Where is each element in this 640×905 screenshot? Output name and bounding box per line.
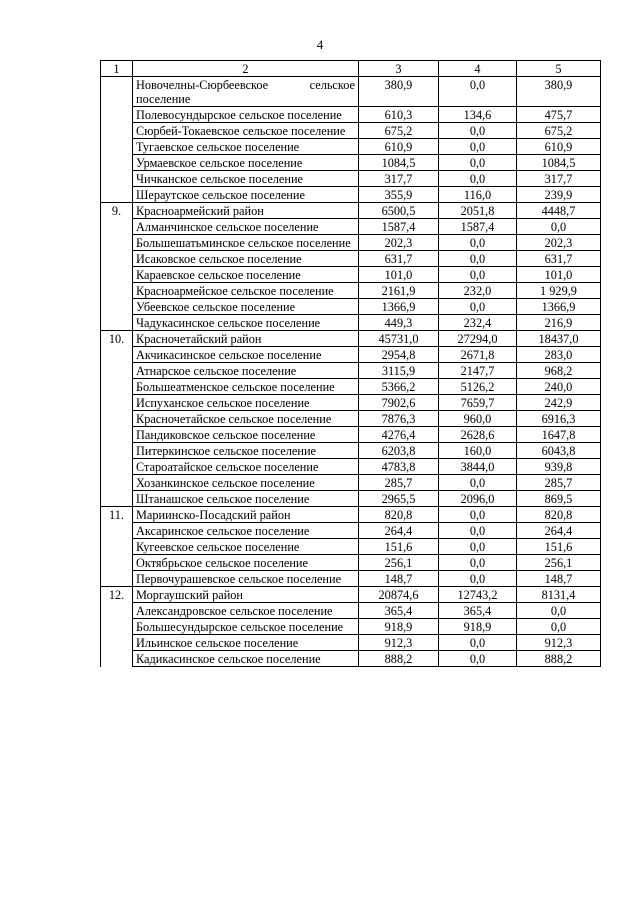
value-col-3: 631,7 xyxy=(359,251,439,267)
table-row xyxy=(101,587,601,603)
row-number xyxy=(101,283,133,299)
value-col-4: 0,0 xyxy=(439,507,517,523)
table-row xyxy=(101,539,601,555)
table-body xyxy=(101,77,601,667)
table-row xyxy=(101,651,601,667)
table-row xyxy=(101,555,601,571)
table-row xyxy=(101,635,601,651)
value-col-3: 380,9 xyxy=(359,77,439,107)
table-row xyxy=(101,77,601,107)
value-col-3: 355,9 xyxy=(359,187,439,203)
settlement-name: Аксаринское сельское поселение xyxy=(133,523,359,539)
settlement-name: Красночетайский район xyxy=(133,331,359,347)
value-col-5: 101,0 xyxy=(517,267,601,283)
settlement-name: Караевское сельское поселение xyxy=(133,267,359,283)
settlement-name: Шераутское сельское поселение xyxy=(133,187,359,203)
value-col-5: 380,9 xyxy=(517,77,601,107)
value-col-5: 283,0 xyxy=(517,347,601,363)
value-col-3: 2965,5 xyxy=(359,491,439,507)
value-col-4: 2628,6 xyxy=(439,427,517,443)
settlement-name: Александровское сельское поселение xyxy=(133,603,359,619)
value-col-4: 0,0 xyxy=(439,251,517,267)
table-row xyxy=(101,187,601,203)
value-col-3: 264,4 xyxy=(359,523,439,539)
value-col-5: 675,2 xyxy=(517,123,601,139)
value-col-4: 0,0 xyxy=(439,155,517,171)
value-col-5: 148,7 xyxy=(517,571,601,587)
settlement-name: Урмаевское сельское поселение xyxy=(133,155,359,171)
row-number xyxy=(101,187,133,203)
value-col-3: 101,0 xyxy=(359,267,439,283)
settlement-name: Красноармейский район xyxy=(133,203,359,219)
settlement-name: Питеркинское сельское поселение xyxy=(133,443,359,459)
value-col-5: 820,8 xyxy=(517,507,601,523)
settlement-name: Испуханское сельское поселение xyxy=(133,395,359,411)
value-col-3: 449,3 xyxy=(359,315,439,331)
value-col-5: 18437,0 xyxy=(517,331,601,347)
value-col-4: 12743,2 xyxy=(439,587,517,603)
value-col-3: 918,9 xyxy=(359,619,439,635)
value-col-3: 256,1 xyxy=(359,555,439,571)
value-col-5: 256,1 xyxy=(517,555,601,571)
value-col-3: 675,2 xyxy=(359,123,439,139)
value-col-4: 0,0 xyxy=(439,77,517,107)
value-col-4: 5126,2 xyxy=(439,379,517,395)
row-number: 11. xyxy=(101,507,133,523)
table-row xyxy=(101,203,601,219)
value-col-5: 6916,3 xyxy=(517,411,601,427)
value-col-5: 0,0 xyxy=(517,603,601,619)
row-number xyxy=(101,523,133,539)
table-row xyxy=(101,507,601,523)
table-row xyxy=(101,475,601,491)
row-number xyxy=(101,267,133,283)
value-col-3: 3115,9 xyxy=(359,363,439,379)
settlement-name: Чичканское сельское поселение xyxy=(133,171,359,187)
row-number xyxy=(101,427,133,443)
value-col-5: 939,8 xyxy=(517,459,601,475)
table-row xyxy=(101,363,601,379)
value-col-4: 0,0 xyxy=(439,171,517,187)
row-number xyxy=(101,459,133,475)
table-row xyxy=(101,395,601,411)
value-col-5: 264,4 xyxy=(517,523,601,539)
settlement-name: Октябрьское сельское поселение xyxy=(133,555,359,571)
value-col-4: 2051,8 xyxy=(439,203,517,219)
value-col-5: 1366,9 xyxy=(517,299,601,315)
table-row xyxy=(101,347,601,363)
table-row xyxy=(101,459,601,475)
table-row xyxy=(101,235,601,251)
table-row xyxy=(101,251,601,267)
value-col-4: 2671,8 xyxy=(439,347,517,363)
value-col-5: 4448,7 xyxy=(517,203,601,219)
value-col-4: 0,0 xyxy=(439,475,517,491)
row-number xyxy=(101,139,133,155)
settlement-name: Красноармейское сельское поселение xyxy=(133,283,359,299)
settlement-name: Чадукасинское сельское поселение xyxy=(133,315,359,331)
row-number xyxy=(101,635,133,651)
row-number: 10. xyxy=(101,331,133,347)
value-col-4: 160,0 xyxy=(439,443,517,459)
value-col-3: 888,2 xyxy=(359,651,439,667)
value-col-3: 610,9 xyxy=(359,139,439,155)
row-number: 9. xyxy=(101,203,133,219)
row-number xyxy=(101,299,133,315)
value-col-4: 232,0 xyxy=(439,283,517,299)
row-number xyxy=(101,363,133,379)
value-col-4: 7659,7 xyxy=(439,395,517,411)
row-number: 12. xyxy=(101,587,133,603)
value-col-3: 1587,4 xyxy=(359,219,439,235)
value-col-3: 148,7 xyxy=(359,571,439,587)
value-col-4: 27294,0 xyxy=(439,331,517,347)
page-number: 4 xyxy=(316,37,324,52)
value-col-4: 232,4 xyxy=(439,315,517,331)
row-number xyxy=(101,155,133,171)
settlement-name: Большешатьминское сельское поселение xyxy=(133,235,359,251)
value-col-3: 5366,2 xyxy=(359,379,439,395)
value-col-5: 475,7 xyxy=(517,107,601,123)
value-col-5: 968,2 xyxy=(517,363,601,379)
value-col-5: 285,7 xyxy=(517,475,601,491)
value-col-5: 6043,8 xyxy=(517,443,601,459)
row-number xyxy=(101,619,133,635)
row-number xyxy=(101,539,133,555)
value-col-4: 0,0 xyxy=(439,571,517,587)
value-col-5: 240,0 xyxy=(517,379,601,395)
value-col-4: 2096,0 xyxy=(439,491,517,507)
header-col-4: 4 xyxy=(439,61,517,77)
value-col-4: 0,0 xyxy=(439,235,517,251)
settlement-name: Пандиковское сельское поселение xyxy=(133,427,359,443)
value-col-5: 8131,4 xyxy=(517,587,601,603)
settlement-name: Сюрбей-Токаевское сельское поселение xyxy=(133,123,359,139)
settlement-name: Ильинское сельское поселение xyxy=(133,635,359,651)
header-col-1: 1 xyxy=(101,61,133,77)
settlement-name: Большеатменское сельское поселение xyxy=(133,379,359,395)
settlement-name: Красночетайское сельское поселение xyxy=(133,411,359,427)
value-col-4: 0,0 xyxy=(439,523,517,539)
value-col-5: 888,2 xyxy=(517,651,601,667)
settlement-name: Первочурашевское сельское поселение xyxy=(133,571,359,587)
header-col-5: 5 xyxy=(517,61,601,77)
value-col-5: 1 929,9 xyxy=(517,283,601,299)
value-col-3: 6500,5 xyxy=(359,203,439,219)
value-col-3: 317,7 xyxy=(359,171,439,187)
row-number xyxy=(101,171,133,187)
value-col-5: 202,3 xyxy=(517,235,601,251)
row-number xyxy=(101,219,133,235)
settlement-name: Алманчинское сельское поселение xyxy=(133,219,359,235)
row-number xyxy=(101,379,133,395)
value-col-4: 0,0 xyxy=(439,539,517,555)
row-number xyxy=(101,491,133,507)
value-col-4: 1587,4 xyxy=(439,219,517,235)
value-col-3: 1084,5 xyxy=(359,155,439,171)
settlement-name: Убеевское сельское поселение xyxy=(133,299,359,315)
value-col-3: 912,3 xyxy=(359,635,439,651)
table-row xyxy=(101,107,601,123)
value-col-4: 0,0 xyxy=(439,123,517,139)
value-col-3: 7876,3 xyxy=(359,411,439,427)
settlement-name: Новочелны-Сюрбеевское сельское поселение xyxy=(133,77,359,107)
table-row xyxy=(101,571,601,587)
value-col-5: 0,0 xyxy=(517,619,601,635)
value-col-4: 0,0 xyxy=(439,267,517,283)
value-col-5: 631,7 xyxy=(517,251,601,267)
header-col-2: 2 xyxy=(133,61,359,77)
table-row xyxy=(101,427,601,443)
value-col-3: 6203,8 xyxy=(359,443,439,459)
settlement-name: Полевосундырское сельское поселение xyxy=(133,107,359,123)
settlement-name: Кадикасинское сельское поселение xyxy=(133,651,359,667)
table-row xyxy=(101,267,601,283)
settlement-name: Тугаевское сельское поселение xyxy=(133,139,359,155)
value-col-3: 2954,8 xyxy=(359,347,439,363)
value-col-3: 45731,0 xyxy=(359,331,439,347)
value-col-4: 0,0 xyxy=(439,555,517,571)
table-row xyxy=(101,315,601,331)
table-row xyxy=(101,171,601,187)
row-number xyxy=(101,395,133,411)
budget-table xyxy=(100,60,601,667)
table-row xyxy=(101,331,601,347)
value-col-5: 0,0 xyxy=(517,219,601,235)
table-row xyxy=(101,123,601,139)
value-col-5: 610,9 xyxy=(517,139,601,155)
table-row xyxy=(101,523,601,539)
value-col-3: 4276,4 xyxy=(359,427,439,443)
settlement-name: Большесундырское сельское поселение xyxy=(133,619,359,635)
value-col-3: 820,8 xyxy=(359,507,439,523)
value-col-5: 317,7 xyxy=(517,171,601,187)
row-number xyxy=(101,571,133,587)
row-number xyxy=(101,555,133,571)
value-col-4: 0,0 xyxy=(439,651,517,667)
table-row xyxy=(101,219,601,235)
value-col-3: 365,4 xyxy=(359,603,439,619)
value-col-4: 0,0 xyxy=(439,299,517,315)
value-col-5: 912,3 xyxy=(517,635,601,651)
value-col-3: 7902,6 xyxy=(359,395,439,411)
row-number xyxy=(101,107,133,123)
settlement-name: Моргаушский район xyxy=(133,587,359,603)
table-row xyxy=(101,411,601,427)
table-row xyxy=(101,619,601,635)
table-header-row xyxy=(101,61,601,77)
table-row xyxy=(101,283,601,299)
header-col-3: 3 xyxy=(359,61,439,77)
value-col-3: 4783,8 xyxy=(359,459,439,475)
value-col-4: 918,9 xyxy=(439,619,517,635)
value-col-3: 20874,6 xyxy=(359,587,439,603)
row-number xyxy=(101,411,133,427)
value-col-4: 3844,0 xyxy=(439,459,517,475)
row-number xyxy=(101,603,133,619)
row-number xyxy=(101,475,133,491)
table-row xyxy=(101,139,601,155)
value-col-4: 134,6 xyxy=(439,107,517,123)
value-col-5: 242,9 xyxy=(517,395,601,411)
settlement-name: Атнарское сельское поселение xyxy=(133,363,359,379)
value-col-4: 365,4 xyxy=(439,603,517,619)
row-number xyxy=(101,347,133,363)
settlement-name: Акчикасинское сельское поселение xyxy=(133,347,359,363)
table-row xyxy=(101,379,601,395)
row-number xyxy=(101,235,133,251)
settlement-name: Староатайское сельское поселение xyxy=(133,459,359,475)
value-col-3: 1366,9 xyxy=(359,299,439,315)
value-col-5: 239,9 xyxy=(517,187,601,203)
settlement-name: Исаковское сельское поселение xyxy=(133,251,359,267)
settlement-name: Хозанкинское сельское поселение xyxy=(133,475,359,491)
table-row xyxy=(101,443,601,459)
value-col-4: 2147,7 xyxy=(439,363,517,379)
settlement-name: Штанашское сельское поселение xyxy=(133,491,359,507)
value-col-3: 151,6 xyxy=(359,539,439,555)
row-number xyxy=(101,443,133,459)
value-col-3: 2161,9 xyxy=(359,283,439,299)
row-number xyxy=(101,77,133,107)
row-number xyxy=(101,315,133,331)
value-col-4: 116,0 xyxy=(439,187,517,203)
value-col-3: 610,3 xyxy=(359,107,439,123)
value-col-3: 285,7 xyxy=(359,475,439,491)
value-col-4: 0,0 xyxy=(439,635,517,651)
row-number xyxy=(101,251,133,267)
value-col-5: 151,6 xyxy=(517,539,601,555)
settlement-name: Мариинско-Посадский район xyxy=(133,507,359,523)
table-row xyxy=(101,491,601,507)
value-col-5: 1647,8 xyxy=(517,427,601,443)
table-row xyxy=(101,603,601,619)
value-col-5: 1084,5 xyxy=(517,155,601,171)
value-col-4: 960,0 xyxy=(439,411,517,427)
value-col-5: 869,5 xyxy=(517,491,601,507)
value-col-5: 216,9 xyxy=(517,315,601,331)
table-row xyxy=(101,155,601,171)
value-col-4: 0,0 xyxy=(439,139,517,155)
row-number xyxy=(101,651,133,667)
table-row xyxy=(101,299,601,315)
settlement-name: Кугеевское сельское поселение xyxy=(133,539,359,555)
row-number xyxy=(101,123,133,139)
value-col-3: 202,3 xyxy=(359,235,439,251)
